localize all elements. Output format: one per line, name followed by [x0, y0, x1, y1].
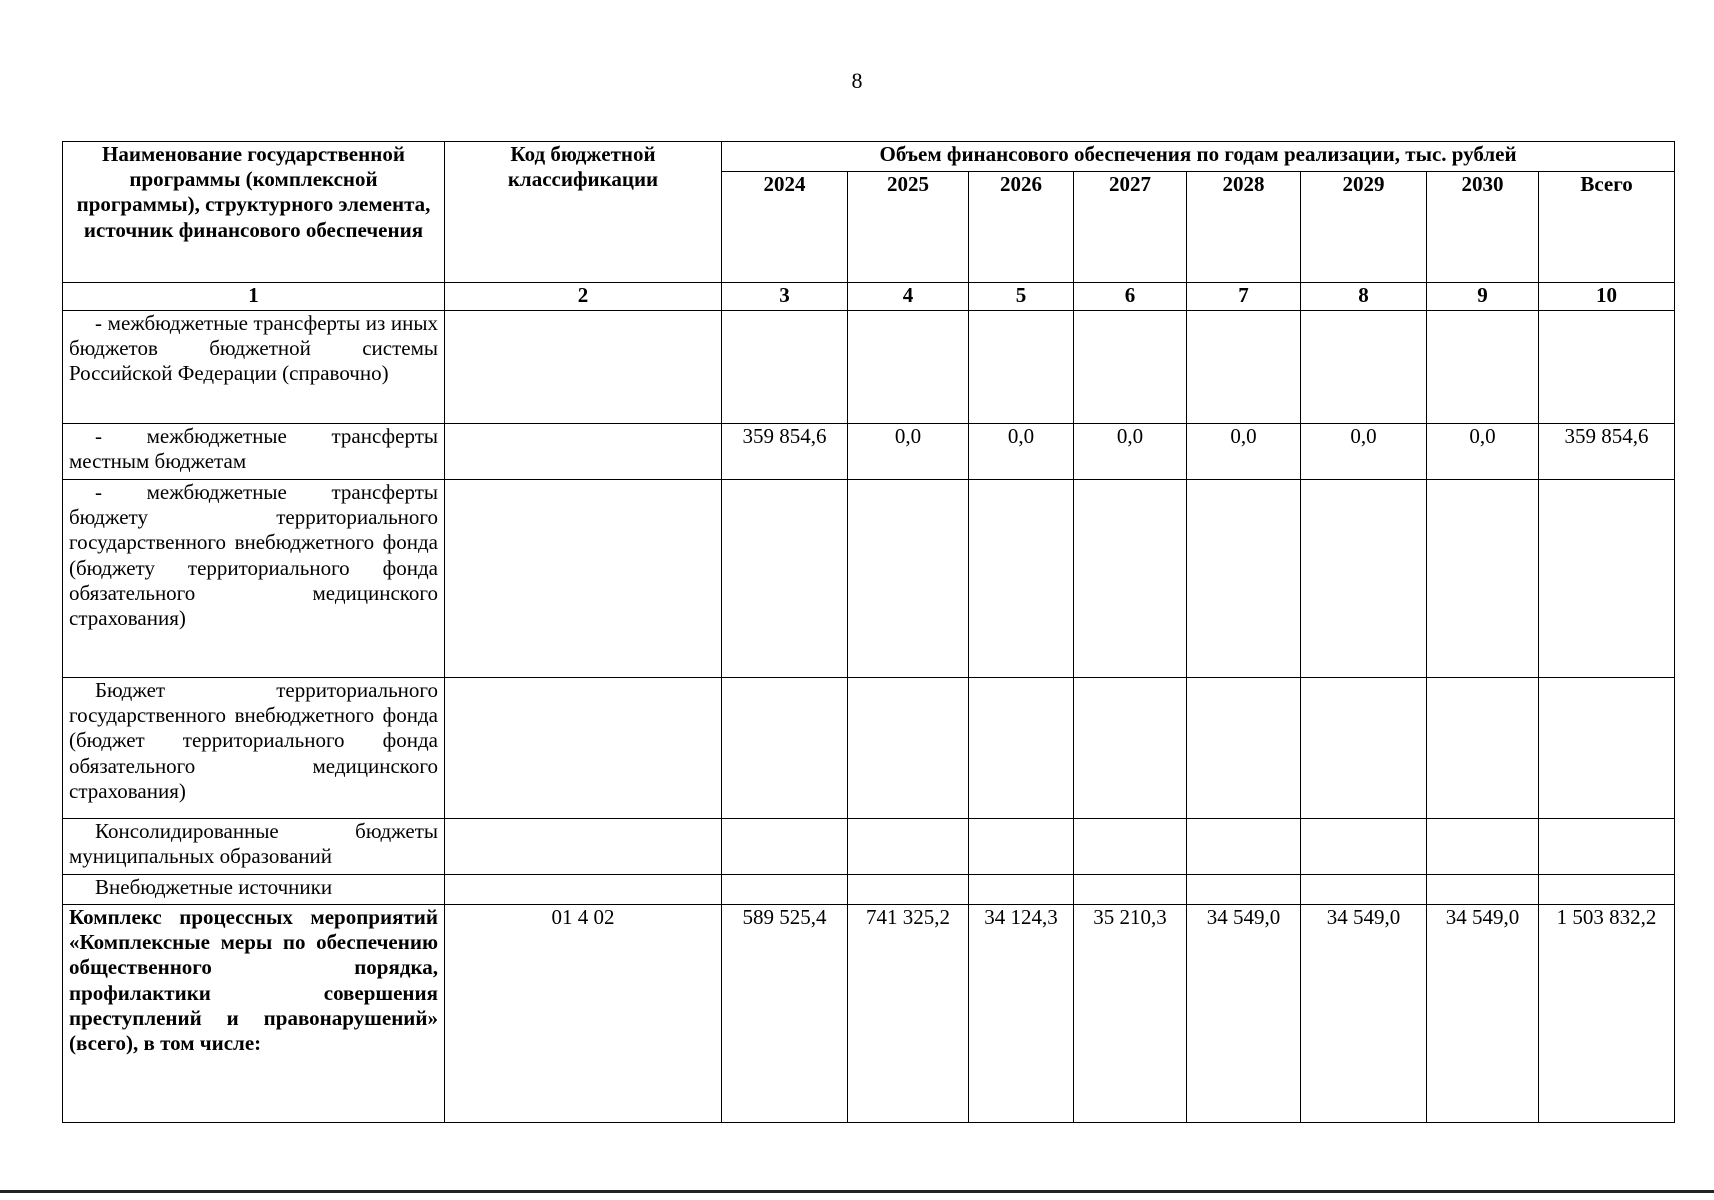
row-value: [848, 678, 969, 819]
row-name: Комплекс процессных мероприятий «Комплексные меры по обеспечению общественного порядка, профилактики совершения преступлений и правонарушений» (всего), в том числе:: [63, 905, 445, 1123]
column-number: 5: [969, 283, 1074, 311]
column-number: 7: [1187, 283, 1301, 311]
row-value: 0,0: [969, 424, 1074, 480]
row-value: [1187, 480, 1301, 678]
row-value: 0,0: [1301, 424, 1427, 480]
row-value: 34 549,0: [1427, 905, 1539, 1123]
header-year: 2024: [722, 172, 848, 283]
row-value: [1187, 875, 1301, 905]
row-value: [1074, 311, 1187, 424]
row-value: 35 210,3: [1074, 905, 1187, 1123]
row-value: [1301, 678, 1427, 819]
row-value: 34 124,3: [969, 905, 1074, 1123]
row-value: [1539, 480, 1675, 678]
header-year: 2026: [969, 172, 1074, 283]
row-name: - межбюджетные трансферты местным бюджетам: [63, 424, 445, 480]
column-number: 4: [848, 283, 969, 311]
row-value: [1539, 311, 1675, 424]
row-value: 741 325,2: [848, 905, 969, 1123]
row-name: - межбюджетные трансферты из иных бюджетов бюджетной системы Российской Федерации (справочно): [63, 311, 445, 424]
row-code: [445, 875, 722, 905]
scan-bottom-edge: [0, 1190, 1714, 1193]
row-value: [1427, 311, 1539, 424]
header-year: 2027: [1074, 172, 1187, 283]
row-value: [969, 819, 1074, 875]
column-number: 1: [63, 283, 445, 311]
row-value: 359 854,6: [722, 424, 848, 480]
header-year: 2030: [1427, 172, 1539, 283]
row-value: [1074, 875, 1187, 905]
row-value: 359 854,6: [1539, 424, 1675, 480]
row-value: [1187, 678, 1301, 819]
row-value: [1301, 311, 1427, 424]
table-row: [63, 678, 1675, 819]
table-row: [63, 819, 1675, 875]
row-value: [1427, 875, 1539, 905]
column-number: 10: [1539, 283, 1675, 311]
row-value: [1187, 819, 1301, 875]
row-value: [722, 311, 848, 424]
header-name-column: Наименование государственной программы (комплексной программы), структурного элемента, источник финансового обеспечения: [63, 142, 445, 283]
row-value: [1301, 819, 1427, 875]
column-number: 2: [445, 283, 722, 311]
row-value: [1539, 875, 1675, 905]
page-number: 8: [851, 68, 863, 93]
table-row: [63, 424, 1675, 480]
table-row: [63, 311, 1675, 424]
row-value: [722, 875, 848, 905]
row-value: [1301, 875, 1427, 905]
row-value: [1427, 480, 1539, 678]
row-value: [848, 480, 969, 678]
row-name: Бюджет территориального государственного внебюджетного фонда (бюджет территориального фонда обязательного медицинского страхования): [63, 678, 445, 819]
row-value: [969, 678, 1074, 819]
row-code: 01 4 02: [445, 905, 722, 1123]
row-value: 589 525,4: [722, 905, 848, 1123]
row-code: [445, 480, 722, 678]
row-value: [1074, 819, 1187, 875]
row-value: [722, 480, 848, 678]
row-value: 0,0: [1187, 424, 1301, 480]
table-row: [63, 875, 1675, 905]
row-name: Внебюджетные источники: [63, 875, 445, 905]
row-code: [445, 678, 722, 819]
row-value: 34 549,0: [1301, 905, 1427, 1123]
table-row: [63, 480, 1675, 678]
row-name: Консолидированные бюджеты муниципальных образований: [63, 819, 445, 875]
row-value: [1074, 480, 1187, 678]
row-value: 0,0: [1427, 424, 1539, 480]
row-value: [1187, 311, 1301, 424]
row-value: [1427, 678, 1539, 819]
header-year: 2029: [1301, 172, 1427, 283]
row-value: [1301, 480, 1427, 678]
row-value: [848, 875, 969, 905]
table-row: [63, 905, 1675, 1123]
row-code: [445, 819, 722, 875]
row-value: [1539, 819, 1675, 875]
row-value: 34 549,0: [1187, 905, 1301, 1123]
header-year: 2025: [848, 172, 969, 283]
column-number: 9: [1427, 283, 1539, 311]
row-value: 0,0: [848, 424, 969, 480]
row-value: [969, 875, 1074, 905]
row-value: [722, 819, 848, 875]
row-value: [722, 678, 848, 819]
row-value: [969, 311, 1074, 424]
column-number: 6: [1074, 283, 1187, 311]
row-value: 1 503 832,2: [1539, 905, 1675, 1123]
row-value: 0,0: [1074, 424, 1187, 480]
row-value: [969, 480, 1074, 678]
header-volume-group: Объем финансового обеспечения по годам реализации, тыс. рублей: [722, 142, 1675, 172]
row-code: [445, 311, 722, 424]
column-number: 8: [1301, 283, 1427, 311]
header-total: Всего: [1539, 172, 1675, 283]
row-code: [445, 424, 722, 480]
column-number: 3: [722, 283, 848, 311]
header-year: 2028: [1187, 172, 1301, 283]
row-value: [1539, 678, 1675, 819]
row-value: [1427, 819, 1539, 875]
row-value: [848, 311, 969, 424]
row-value: [848, 819, 969, 875]
financing-table: [62, 141, 1675, 1123]
header-code-column: Код бюджетной классификации: [445, 142, 722, 283]
row-name: - межбюджетные трансферты бюджету территориального государственного внебюджетного фонда (бюджету территориального фонда обязательного медицинского страхования): [63, 480, 445, 678]
row-value: [1074, 678, 1187, 819]
